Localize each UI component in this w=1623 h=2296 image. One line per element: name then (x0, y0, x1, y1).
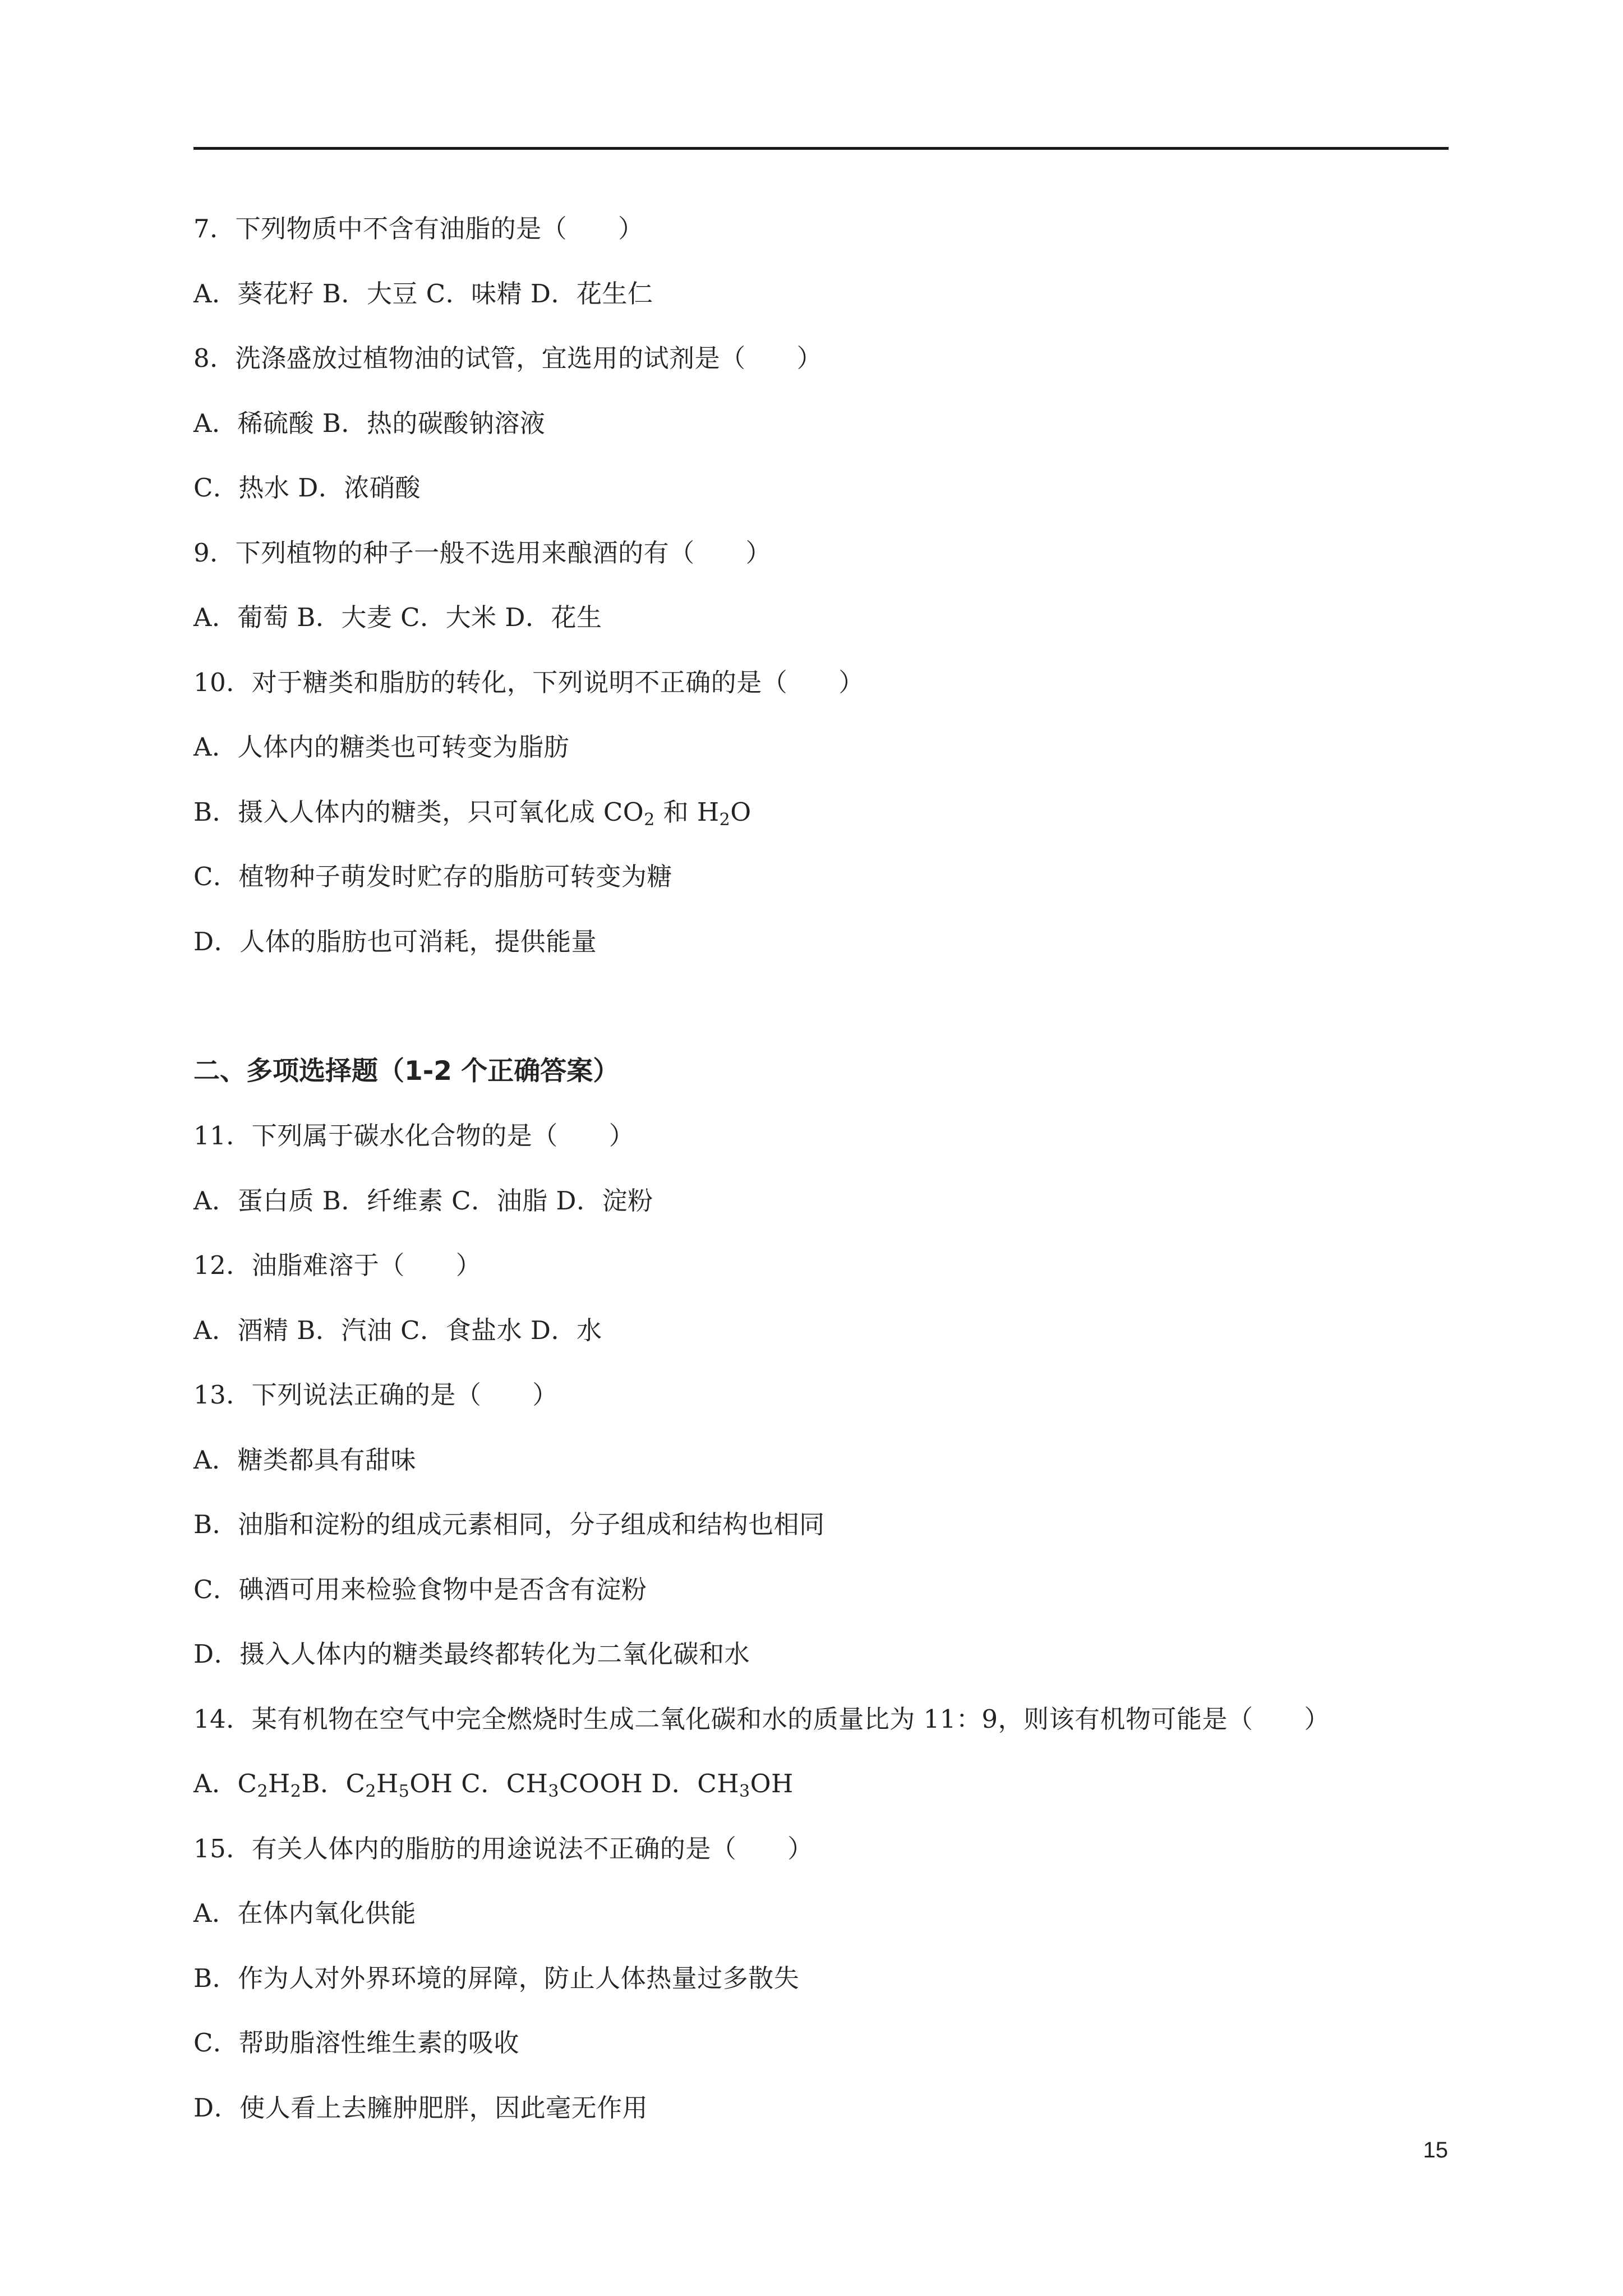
formula-text: B．C (301, 1769, 366, 1798)
formula-text: OH (750, 1769, 794, 1798)
question-14-options (193, 1757, 1455, 1822)
question-10-option-b (193, 785, 1455, 850)
question-10-option-a: A．人体内的糖类也可转变为脂肪 (193, 732, 569, 762)
question-11-stem: 11．下列属于碳水化合物的是（ ） (193, 1121, 635, 1151)
formula-text: H (268, 1769, 291, 1798)
question-15-option-b: B．作为人对外界环境的屏障，防止人体热量过多散失 (193, 1963, 800, 1993)
question-13-stem: 13．下列说法正确的是（ ） (193, 1380, 558, 1410)
question-8-options-line2: C．热水 D．浓硝酸 (193, 473, 421, 503)
question-13-option-b: B．油脂和淀粉的组成元素相同，分子组成和结构也相同 (193, 1510, 825, 1539)
question-10-option-b-text: 和 H (654, 797, 720, 827)
question-10-stem: 10．对于糖类和脂肪的转化，下列说明不正确的是（ ） (193, 667, 864, 697)
question-13-option-c: C．碘酒可用来检验食物中是否含有淀粉 (193, 1574, 647, 1604)
question-10-option-b-text: B．摄入人体内的糖类，只可氧化成 CO (193, 797, 644, 827)
formula-text: OH C．CH (409, 1769, 548, 1798)
formula-text: COOH D．CH (559, 1769, 739, 1798)
question-12-options: A．酒精 B．汽油 C．食盐水 D．水 (193, 1315, 602, 1345)
question-7-stem: 7．下列物质中不含有油脂的是（ ） (193, 214, 644, 243)
question-15-option-a: A．在体内氧化供能 (193, 1898, 416, 1928)
question-list (193, 202, 1455, 2146)
subscript: 2 (644, 809, 655, 830)
question-10-option-b-text: O (730, 797, 751, 827)
question-10-option-d: D．人体的脂肪也可消耗，提供能量 (193, 926, 597, 956)
question-9-stem: 9．下列植物的种子一般不选用来酿酒的有（ ） (193, 537, 772, 568)
question-12-stem: 12．油脂难溶于（ ） (193, 1250, 482, 1280)
section-heading: 二、多项选择题（1-2 个正确答案） (193, 1055, 620, 1087)
question-15-option-d: D．使人看上去臃肿肥胖，因此毫无作用 (193, 2092, 648, 2123)
subscript: 3 (548, 1782, 559, 1801)
question-8-stem: 8．洗涤盛放过植物油的试管，宜选用的试剂是（ ） (193, 343, 823, 373)
subscript: 2 (257, 1782, 269, 1801)
question-7-options: A．葵花籽 B．大豆 C．味精 D．花生仁 (193, 278, 653, 309)
subscript: 3 (739, 1782, 750, 1801)
formula-text: H (376, 1769, 399, 1798)
header-rule (193, 147, 1449, 150)
question-10-option-c: C．植物种子萌发时贮存的脂肪可转变为糖 (193, 862, 672, 891)
question-8-options-line1: A．稀硫酸 B．热的碳酸钠溶液 (193, 408, 546, 438)
subscript: 2 (719, 809, 731, 830)
question-11-options: A．蛋白质 B．纤维素 C．油脂 D．淀粉 (193, 1185, 653, 1216)
page-number: 15 (1423, 2138, 1448, 2162)
subscript: 2 (365, 1782, 376, 1801)
question-13-option-d: D．摄入人体内的糖类最终都转化为二氧化碳和水 (193, 1639, 750, 1669)
question-14-stem: 14．某有机物在空气中完全燃烧时生成二氧化碳和水的质量比为 11：9，则该有机物可能是（ ） (193, 1704, 1330, 1734)
subscript: 2 (290, 1782, 302, 1801)
question-13-option-a: A．糖类都具有甜味 (193, 1444, 416, 1475)
formula-text: A．C (193, 1769, 257, 1798)
subscript: 5 (398, 1782, 410, 1801)
question-15-option-c: C．帮助脂溶性维生素的吸收 (193, 2028, 519, 2058)
question-9-options: A．葡萄 B．大麦 C．大米 D．花生 (193, 602, 602, 632)
question-15-stem: 15．有关人体内的脂肪的用途说法不正确的是（ ） (193, 1833, 813, 1864)
